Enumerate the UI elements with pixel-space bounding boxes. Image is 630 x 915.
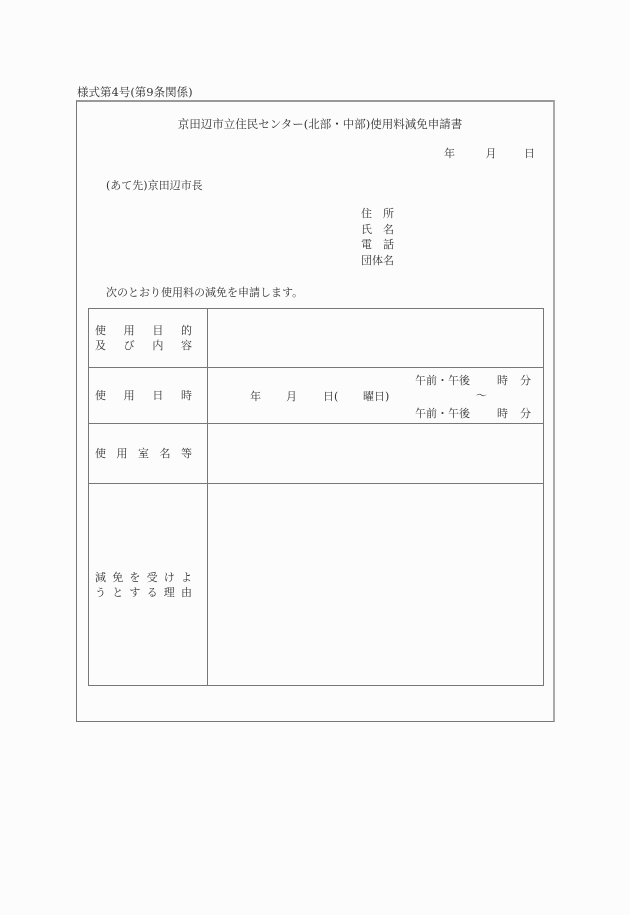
purpose-label: 使 用 目 的 及 び 内 容 bbox=[89, 309, 208, 368]
form-number-label: 様式第4号(第9条関係) bbox=[77, 85, 193, 99]
applicant-info bbox=[361, 206, 394, 268]
application-table bbox=[88, 308, 544, 686]
room-label: 使 用 室 名 等 bbox=[89, 424, 208, 484]
name-field[interactable]: 氏 名 bbox=[361, 222, 394, 236]
usage-date[interactable]: 年 月 日( 曜日) bbox=[250, 390, 390, 403]
reason-value-field[interactable] bbox=[208, 484, 544, 686]
addressee: (あて先)京田辺市長 bbox=[106, 179, 203, 192]
datetime-label: 使 用 日 時 bbox=[89, 368, 208, 424]
phone-field[interactable]: 電 話 bbox=[361, 238, 394, 251]
table-row-reason bbox=[89, 484, 544, 686]
document-title: 京田辺市立住民センター(北部・中部)使用料減免申請書 bbox=[177, 117, 463, 131]
table-row-purpose bbox=[89, 309, 544, 368]
purpose-value-field[interactable] bbox=[208, 309, 544, 368]
date-year-field[interactable]: 年 bbox=[444, 147, 455, 160]
date-month-field[interactable]: 月 bbox=[485, 147, 497, 160]
application-statement: 次のとおり使用料の減免を申請します。 bbox=[106, 286, 304, 299]
date-line bbox=[444, 145, 535, 161]
reason-label: 減 免 を 受 け よ う と す る 理 由 bbox=[89, 484, 208, 686]
start-time[interactable]: 午前・午後 時 分 bbox=[415, 374, 531, 387]
datetime-value-field[interactable] bbox=[208, 368, 544, 424]
date-day-field[interactable]: 日 bbox=[524, 147, 535, 160]
time-range-separator: 〜 bbox=[476, 389, 487, 402]
organization-field[interactable]: 団体名 bbox=[361, 253, 394, 267]
address-field[interactable]: 住 所 bbox=[361, 207, 394, 220]
end-time[interactable]: 午前・午後 時 分 bbox=[415, 407, 531, 420]
table-row-room bbox=[89, 424, 544, 484]
room-value-field[interactable] bbox=[208, 424, 544, 484]
table-row-datetime bbox=[89, 368, 544, 424]
